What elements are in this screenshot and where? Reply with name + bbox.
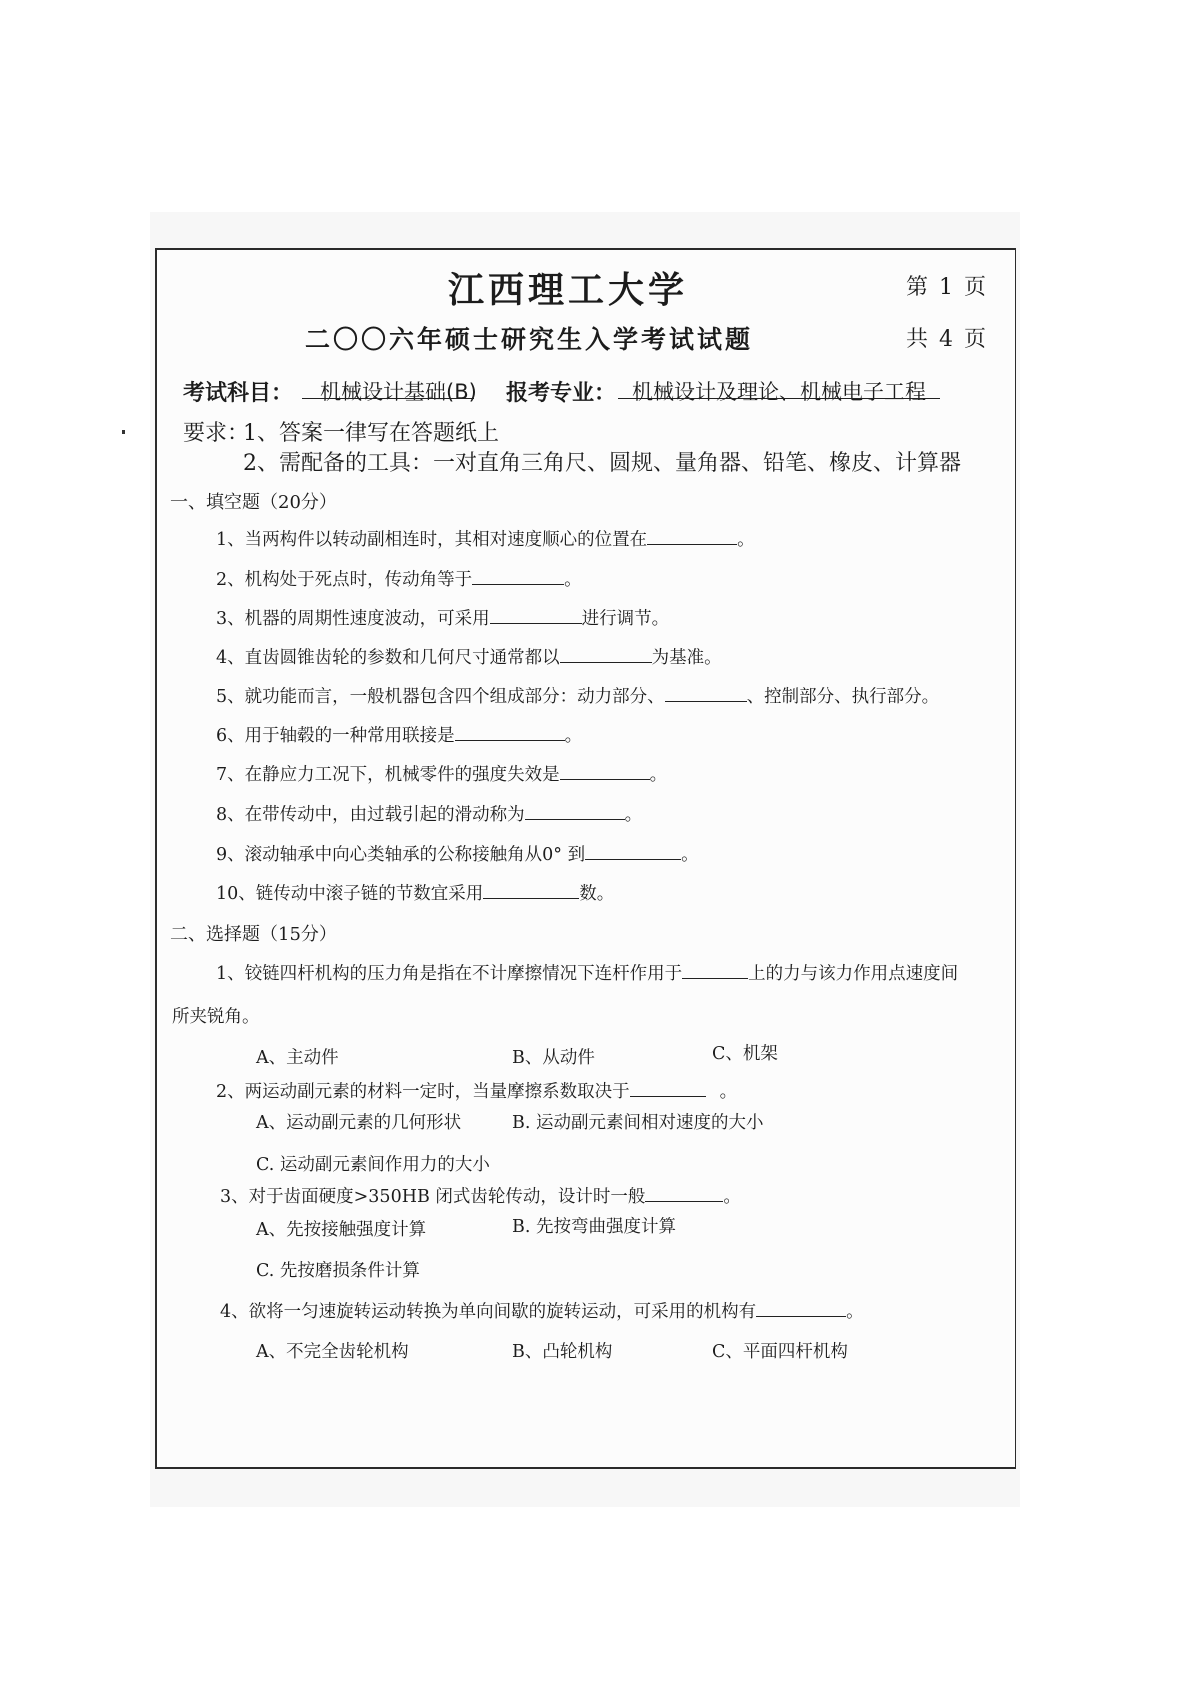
choice-question-4 (220, 1298, 864, 1323)
fill-question-4 (216, 644, 722, 669)
question-text: 9、滚动轴承中向心类轴承的公称接触角从0° 到 (216, 845, 586, 865)
subject-value: 机械设计基础(B) (320, 380, 477, 404)
question-text-end: 数。 (579, 884, 615, 904)
question-text-end: 为基准。 (651, 648, 722, 668)
fill-question-5 (216, 683, 939, 708)
question-text: 4、欲将一匀速旋转运动转换为单向间歇的旋转运动，可采用的机构有 (220, 1302, 757, 1322)
question-text-end: 。 (723, 1187, 741, 1207)
subject-label: 考试科目： (183, 380, 294, 406)
answer-blank (682, 964, 748, 979)
major-label: 报考专业： (506, 380, 617, 406)
answer-blank (490, 609, 582, 624)
fill-question-3 (216, 605, 669, 630)
answer-blank (756, 1302, 846, 1317)
answer-blank (630, 1082, 706, 1097)
question-text-end: 。 (719, 1082, 738, 1102)
question-text: 2、机构处于死点时，传动角等于 (216, 570, 473, 590)
fill-question-6 (216, 722, 582, 747)
question-text-end: 、控制部分、执行部分。 (746, 687, 940, 707)
question-text-end: 。 (564, 726, 583, 746)
fill-question-8 (216, 801, 642, 826)
option-c: C、平面四杆机构 (712, 1342, 848, 1362)
answer-blank (455, 726, 565, 741)
question-text: 8、在带传动中，由过载引起的滑动称为 (216, 805, 525, 825)
scan-speck (122, 430, 125, 434)
answer-blank (647, 530, 737, 545)
option-a: A、先按接触强度计算 (256, 1220, 427, 1240)
fill-question-7 (216, 761, 667, 786)
choice-question-3 (220, 1183, 741, 1208)
fill-question-9 (216, 841, 699, 866)
requirement-1: 1、答案一律写在答题纸上 (243, 421, 499, 446)
section-choice-title: 二、选择题（15分） (170, 924, 337, 945)
question-text: 1、铰链四杆机构的压力角是指在不计摩擦情况下连杆作用于 (216, 964, 683, 984)
question-text: 2、两运动副元素的材料一定时，当量摩擦系数取决于 (216, 1082, 630, 1102)
answer-blank (560, 648, 652, 663)
page-total: 共 4 页 (906, 327, 988, 352)
fill-question-10 (216, 880, 614, 905)
answer-blank (483, 884, 579, 899)
requirement-2: 2、需配备的工具：一对直角三角尺、圆规、量角器、铅笔、橡皮、计算器 (243, 451, 961, 476)
choice-question-2 (216, 1078, 737, 1103)
question-text-end: 。 (681, 845, 699, 865)
subject-underline (302, 398, 474, 399)
question-text: 3、机器的周期性速度波动，可采用 (216, 609, 490, 629)
question-text: 7、在静应力工况下，机械零件的强度失效是 (216, 765, 560, 785)
major-value: 机械设计及理论、机械电子工程 (632, 380, 926, 404)
answer-blank (585, 845, 681, 860)
question-text-end: 。 (737, 530, 755, 550)
question-text: 5、就功能而言，一般机器包含四个组成部分：动力部分、 (216, 687, 665, 707)
option-c: C. 运动副元素间作用力的大小 (256, 1155, 490, 1175)
answer-blank (665, 687, 747, 702)
question-text-end: 上的力与该力作用点速度间 (748, 964, 959, 984)
option-a: A、运动副元素的几何形状 (256, 1113, 462, 1133)
fill-question-1 (216, 526, 755, 551)
option-b: B、从动件 (512, 1048, 595, 1068)
option-b: B. 先按弯曲强度计算 (512, 1217, 676, 1237)
answer-blank (472, 570, 564, 585)
question-text: 10、链传动中滚子链的节数宜采用 (216, 884, 484, 904)
answer-blank (560, 765, 650, 780)
question-text-end: 。 (649, 765, 668, 785)
answer-blank (645, 1187, 723, 1202)
requirements-label: 要求： (183, 421, 250, 446)
question-text-end: 。 (564, 570, 582, 590)
question-text-end: 。 (846, 1302, 864, 1322)
option-a: A、不完全齿轮机构 (256, 1342, 409, 1362)
option-a: A、主动件 (256, 1048, 339, 1068)
choice-question-1 (216, 960, 958, 985)
answer-blank (525, 805, 625, 820)
major-underline (618, 398, 940, 399)
question-text-end: 。 (624, 805, 643, 825)
option-c: C、机架 (712, 1044, 778, 1064)
question-text: 6、用于轴毂的一种常用联接是 (216, 726, 455, 746)
page-number: 第 1 页 (906, 275, 988, 300)
option-b: B、凸轮机构 (512, 1342, 613, 1362)
exam-title: 二〇〇六年硕士研究生入学考试试题 (305, 325, 754, 354)
question-text-end: 进行调节。 (581, 609, 670, 629)
section-fill-blank-title: 一、填空题（20分） (170, 492, 337, 513)
option-c: C. 先按磨损条件计算 (256, 1261, 420, 1281)
question-text: 3、对于齿面硬度>350HB 闭式齿轮传动，设计时一般 (220, 1187, 646, 1207)
choice-question-1-continued: 所夹锐角。 (172, 1007, 260, 1027)
question-text: 4、直齿圆锥齿轮的参数和几何尺寸通常都以 (216, 648, 560, 668)
option-b: B. 运动副元素间相对速度的大小 (512, 1113, 764, 1133)
school-name: 江西理工大学 (448, 269, 689, 311)
fill-question-2 (216, 566, 582, 591)
question-text: 1、当两构件以转动副相连时，其相对速度顺心的位置在 (216, 530, 648, 550)
